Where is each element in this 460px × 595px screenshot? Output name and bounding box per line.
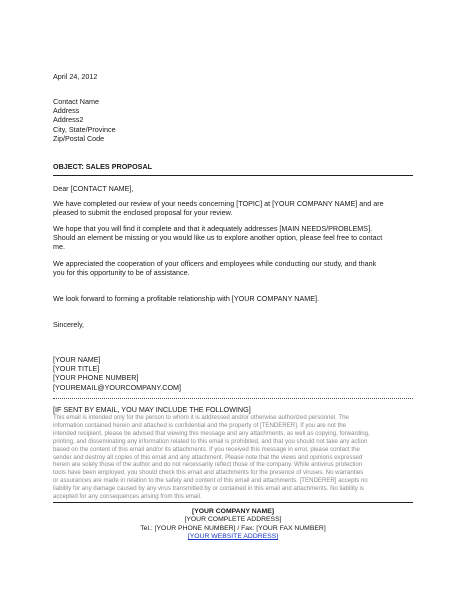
paragraph-line: We hope that you will find it complete and that it adequately addresses [MAIN NEEDS/PROBLEMS]. xyxy=(53,224,373,233)
paragraph-line: you for this opportunity to be of assistance. xyxy=(53,268,190,278)
disclaimer-line: liability for any damage caused by any virus transmitted by or contained in this email and attachments. No liability is xyxy=(53,485,364,493)
footer-address: [YOUR COMPLETE ADDRESS] xyxy=(184,516,282,524)
address-line: Contact Name xyxy=(53,97,99,106)
paragraph-line: me. xyxy=(53,242,65,252)
closing: Sincerely, xyxy=(53,320,85,329)
address-line: Zip/Postal Code xyxy=(53,133,105,143)
body-paragraph-1 xyxy=(53,199,415,217)
footer-divider xyxy=(53,502,413,503)
paragraph-line: We appreciated the cooperation of your officers and employees while conducting our study, and thank xyxy=(53,259,377,268)
letter-footer xyxy=(53,508,413,542)
disclaimer-line: based on the content of this email and/or its attachments. If you received this message in error, please contact the xyxy=(53,445,360,453)
signature-block xyxy=(53,355,415,392)
paragraph-line: Should an element be missing or you would like us to explore another option, please feel free to contact xyxy=(53,233,383,243)
email-section-heading: [IF SENT BY EMAIL, YOU MAY INCLUDE THE FOLLOWING] xyxy=(53,405,251,414)
signature-name: [YOUR NAME] xyxy=(53,355,101,364)
letter-date: April 24, 2012 xyxy=(53,72,98,81)
address-line: Address2 xyxy=(53,115,84,125)
address-line: Address xyxy=(53,106,80,116)
body-paragraph-3 xyxy=(53,259,415,277)
body-paragraph-2 xyxy=(53,224,415,252)
signature-phone: [YOUR PHONE NUMBER] xyxy=(53,373,139,383)
paragraph-line: pleased to submit the enclosed proposal for your review. xyxy=(53,208,233,218)
disclaimer-line: accepted for any consequences arising from this email. xyxy=(53,493,202,501)
address-line: City, State/Province xyxy=(53,124,116,134)
disclaimer-line: printing, and disseminating any information related to this email is prohibited, and that you should not take any action xyxy=(53,437,368,445)
email-disclaimer xyxy=(53,414,415,501)
signature-title: [YOUR TITLE] xyxy=(53,364,100,374)
salutation: Dear [CONTACT NAME], xyxy=(53,184,134,193)
letter-subject: OBJECT: SALES PROPOSAL xyxy=(53,162,153,171)
signature-email: [YOUREMAIL@YOURCOMPANY.COM] xyxy=(53,382,182,392)
paragraph-line: We have completed our review of your needs concerning [TOPIC] at [YOUR COMPANY NAME] and are xyxy=(53,199,384,208)
footer-company-name: [YOUR COMPANY NAME] xyxy=(191,508,275,515)
paragraph-line: We look forward to forming a profitable relationship with [YOUR COMPANY NAME]. xyxy=(53,294,320,303)
email-section-divider xyxy=(53,398,413,399)
disclaimer-line: information contained herein and attached is confidential and the property of [TENDERER]. If you are not the xyxy=(53,421,347,429)
recipient-address xyxy=(53,97,415,143)
disclaimer-line: intended recipient, please be advised that viewing this message and any attachments, as well as copying, forwarding, xyxy=(53,429,370,437)
footer-website-link[interactable]: [YOUR WEBSITE ADDRESS] xyxy=(187,533,279,541)
disclaimer-line: sender and destroy all copies of this email and any attachment. Please note that the views and opinions expressed xyxy=(53,453,363,461)
disclaimer-line: herein are solely those of the author and do not necessarily reflect those of the company. While antivirus protection xyxy=(53,461,363,469)
body-paragraph-4 xyxy=(53,294,415,303)
disclaimer-line: or assurances are made in relation to the safety and content of this email and attachments. [TENDERER] accepts no xyxy=(53,477,368,485)
disclaimer-line: This email is intended only for the person to whom it is addressed and/or otherwise authorized personnel. The xyxy=(53,414,349,421)
footer-contact: Tel.: [YOUR PHONE NUMBER] / Fax: [YOUR FAX NUMBER] xyxy=(140,524,326,532)
disclaimer-line: tools have been employed, you should check this email and attachments for the presence of viruses. No warranties xyxy=(53,469,364,477)
subject-divider xyxy=(53,175,413,176)
